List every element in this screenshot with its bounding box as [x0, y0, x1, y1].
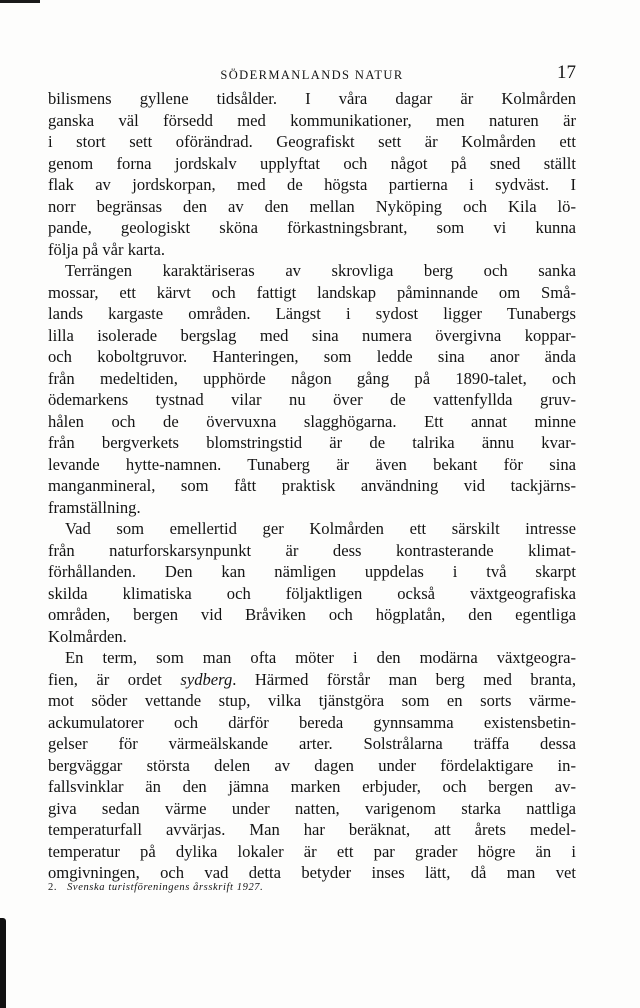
text-line: fallsvinklar än den jämna marken erbjuder, och bergen av- — [48, 777, 576, 796]
text-line: temperaturfall avvärjas. Man har beräknat, att årets medel- — [48, 820, 576, 839]
text-line: skilda klimatiska och följaktligen också växtgeografiska — [48, 583, 576, 603]
footnote-text: Svenska turistföreningens årsskrift 1927. — [67, 882, 264, 893]
text-line: giva sedan värme under natten, varigenom starka nattliga — [48, 798, 576, 818]
text-fragment: fien, är ordet — [48, 669, 181, 689]
text-line: ackumulatorer och därför bereda gynnsamma existensbetin- — [48, 712, 576, 732]
text-line: mossar, ett kärvt och fattigt landskap påminnande om Små- — [48, 282, 576, 302]
emphasized-term: sydberg — [180, 669, 233, 689]
footnote-number: 2. — [48, 882, 58, 893]
text-line: genom forna jordskalv upplyftat och något på sned ställt — [48, 153, 576, 173]
text-line: följa på vår karta. — [48, 239, 166, 259]
footnote — [48, 882, 576, 893]
text-line: områden, bergen vid Bråviken och högplatån, den egentliga — [48, 605, 576, 624]
running-title: SÖDERMANLANDS NATUR — [220, 68, 404, 82]
scan-edge-mark — [0, 0, 40, 3]
text-line: från naturforskarsynpunkt är dess kontrasterande klimat- — [48, 540, 576, 560]
text-line: levande hytte-namnen. Tunaberg är även bekant för sina — [48, 454, 576, 474]
running-header — [48, 62, 576, 86]
text-line: lands kargaste områden. Längst i sydost ligger Tunabergs — [48, 304, 576, 323]
text-line: pande, geologiskt sköna förkastningsbrant, som vi kunna — [48, 218, 576, 237]
text-line: framställning. — [48, 497, 141, 517]
text-line: och koboltgruvor. Hanteringen, som ledde sina anor ända — [48, 347, 576, 366]
text-line: lilla isolerade bergslag med sina numera övergivna koppar- — [48, 325, 576, 345]
text-line: mot söder vettande stup, vilka tjänstgöra som en sorts värme- — [48, 691, 576, 710]
text-line: ödemarkens tystnad vilar nu över de vattenfyllda gruv- — [48, 390, 576, 409]
text-line: norr begränsas den av den mellan Nyköping och Kila lö- — [48, 196, 576, 216]
text-line: omgivningen, och vad detta betyder inses lätt, då man vet — [48, 863, 576, 882]
text-line: Vad som emellertid ger Kolmården ett särskilt intresse — [65, 519, 576, 538]
text-line: temperatur på dylika lokaler är ett par grader högre än i — [48, 841, 576, 861]
text-line: från bergverkets blomstringstid är de talrika ännu kvar- — [48, 433, 576, 452]
text-line: En term, som man ofta möter i den modärna växtgeogra- — [65, 648, 576, 667]
text-line: bilismens gyllene tidsålder. I våra dagar är Kolmården — [48, 89, 576, 108]
text-line: i stort sett oförändrad. Geografiskt sett är Kolmården ett — [48, 132, 576, 151]
text-line: förhållanden. Den kan nämligen uppdelas i två skarpt — [48, 562, 576, 581]
page-number: 17 — [557, 62, 576, 83]
text-line: flak av jordskorpan, med de högsta partierna i sydväst. I — [48, 175, 576, 194]
text-fragment: . Härmed förstår man berg med branta, — [232, 669, 576, 689]
text-line: gelser för värmeälskande arter. Solstrålarna träffa dessa — [48, 734, 576, 753]
text-line: Terrängen karaktäriseras av skrovliga berg och sanka — [65, 261, 576, 280]
text-line: manganmineral, som fått praktisk användning vid tackjärns- — [48, 476, 576, 495]
scan-edge-shadow — [0, 918, 6, 1008]
text-line — [48, 669, 576, 691]
text-line: bergväggar största delen av dagen under fördelaktigare in- — [48, 755, 576, 775]
text-line: Kolmården. — [48, 626, 127, 646]
text-line: hålen och de övervuxna slagghögarna. Ett annat minne — [48, 411, 576, 431]
text-line: ganska väl försedd med kommunikationer, men naturen är — [48, 110, 576, 130]
text-line: från medeltiden, upphörde någon gång på 1890-talet, och — [48, 368, 576, 388]
body-text — [48, 88, 576, 884]
